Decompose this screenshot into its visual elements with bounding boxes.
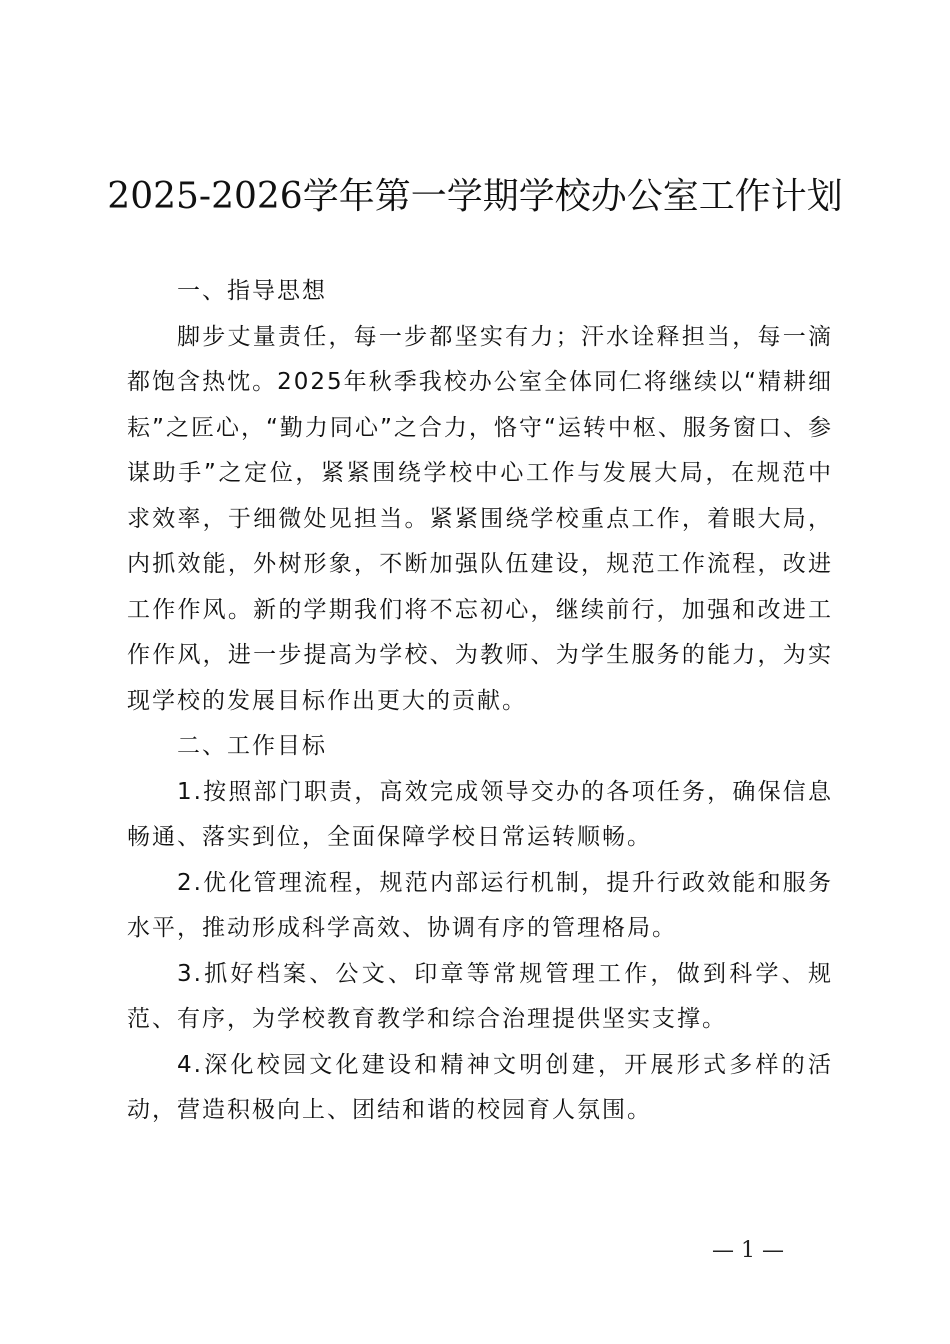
- section-heading-work-goals: 二、工作目标: [177, 733, 327, 759]
- section-heading-guiding-ideology: 一、指导思想: [177, 278, 327, 304]
- document-title: 2025-2026学年第一学期学校办公室工作计划: [107, 176, 843, 217]
- paragraph-goal-2: 2.优化管理流程，规范内部运行机制，提升行政效能和服务水平，推动形成科学高效、协调有序的管理格局。: [127, 869, 833, 941]
- paragraph-goal-1: 1.按照部门职责，高效完成领导交办的各项任务，确保信息畅通、落实到位，全面保障学校日常运转顺畅。: [127, 778, 833, 850]
- page-number: — 1 —: [712, 1238, 784, 1263]
- paragraph-goal-3: 3.抓好档案、公文、印章等常规管理工作，做到科学、规范、有序，为学校教育教学和综合治理提供坚实支撑。: [127, 960, 833, 1032]
- paragraph-guiding-ideology: 脚步丈量责任，每一步都坚实有力；汗水诠释担当，每一滴都饱含热忱。2025年秋季我校办公室全体同仁将继续以“精耕细耘”之匠心，“勤力同心”之合力，恪守“运转中枢、服务窗口、参谋助手”之定位，紧紧围绕学校中心工作与发展大局，在规范中求效率，于细微处见担当。紧紧围绕学校重点工作，着眼大局，内抓效能，外树形象，不断加强队伍建设，规范工作流程，改进工作作风。新的学期我们将不忘初心，继续前行，加强和改进工作作风，进一步提高为学校、为教师、为学生服务的能力，为实现学校的发展目标作出更大的贡献。: [127, 323, 833, 714]
- paragraph-goal-4: 4.深化校园文化建设和精神文明创建，开展形式多样的活动，营造积极向上、团结和谐的校园育人氛围。: [127, 1051, 833, 1123]
- document-body: [127, 269, 833, 1134]
